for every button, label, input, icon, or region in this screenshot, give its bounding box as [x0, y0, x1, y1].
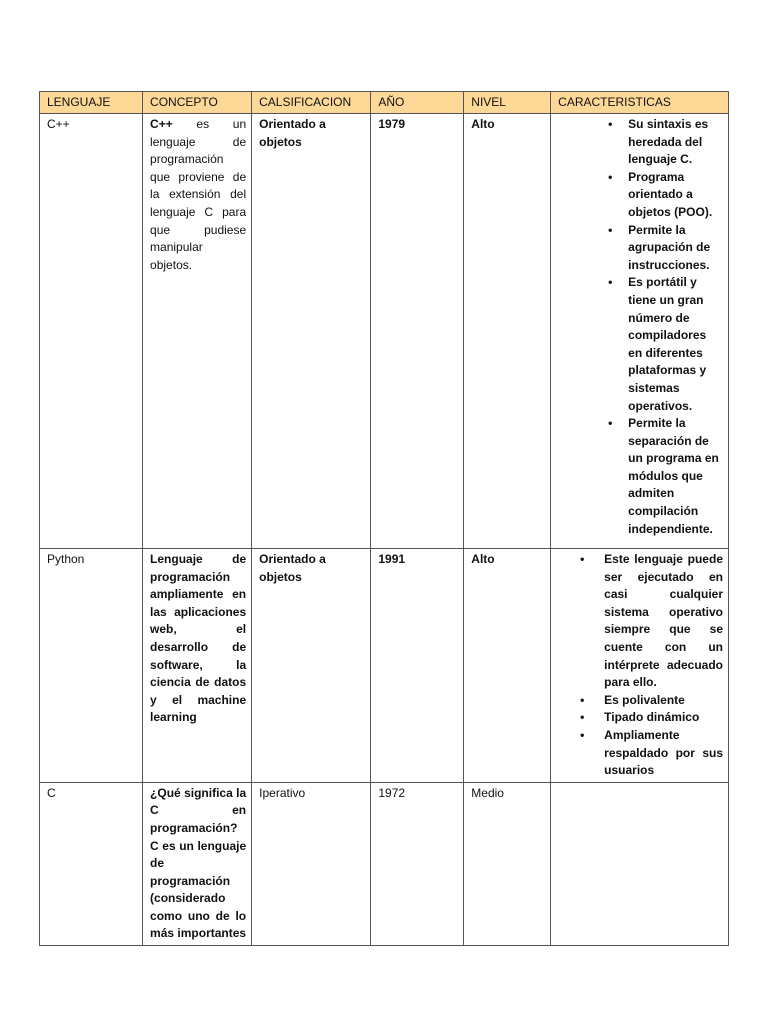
cell-nivel: Alto [464, 114, 551, 549]
cell-caracteristicas [551, 782, 729, 945]
concepto-text: es un lenguaje de programación que proviene de la extensión del lenguaje C para que pudiese manipular objetos. [150, 117, 247, 272]
cell-clasificacion: Iperativo [252, 782, 371, 945]
cell-nivel: Medio [464, 782, 551, 945]
header-anio: AÑO [371, 92, 464, 114]
header-nivel: NIVEL [464, 92, 551, 114]
cell-anio: 1979 [371, 114, 464, 549]
concepto-bold: C++ [150, 117, 173, 131]
list-item: • Su sintaxis es heredada del lenguaje C. [558, 116, 723, 169]
header-concepto: CONCEPTO [143, 92, 252, 114]
cell-concepto: ¿Qué significa la C en programación? C es un lenguaje de programación (considerado como uno de lo más importantes [143, 782, 252, 945]
header-caracteristicas: CARACTERISTICAS [551, 92, 729, 114]
cell-caracteristicas [551, 114, 729, 549]
list-item: • Es portátil y tiene un gran número de compiladores en diferentes plataformas y sistemas operativos. [558, 274, 723, 415]
header-lenguaje: LENGUAJE [40, 92, 143, 114]
cell-anio: 1972 [371, 782, 464, 945]
cell-concepto: Lenguaje de programación ampliamente en las aplicaciones web, el desarrollo de software, la ciencia de datos y el machine learning [143, 549, 252, 783]
list-item: • Es polivalente [558, 692, 723, 710]
list-item: • Permite la separación de un programa en módulos que admiten compilación independiente. [558, 415, 723, 538]
cell-lenguaje: C++ [40, 114, 143, 549]
list-item: • Permite la agrupación de instrucciones. [558, 222, 723, 275]
table-header-row [40, 92, 729, 114]
list-item: • Tipado dinámico [558, 709, 723, 727]
cell-caracteristicas [551, 549, 729, 783]
table-row [40, 114, 729, 549]
list-item: • Programa orientado a objetos (POO). [558, 169, 723, 222]
cell-lenguaje: C [40, 782, 143, 945]
table-row [40, 782, 729, 945]
cell-clasificacion: Orientado a objetos [252, 549, 371, 783]
languages-table [39, 91, 729, 946]
header-clasificacion: CALSIFICACION [252, 92, 371, 114]
table-row [40, 549, 729, 783]
list-item: • Este lenguaje puede ser ejecutado en casi cualquier sistema operativo siempre que se cuente con un intérprete adecuado para ello. [558, 551, 723, 692]
cell-clasificacion: Orientado a objetos [252, 114, 371, 549]
cell-anio: 1991 [371, 549, 464, 783]
list-item: • Ampliamente respaldado por sus usuarios [558, 727, 723, 780]
cell-concepto [143, 114, 252, 549]
caracteristicas-list [558, 116, 723, 538]
caracteristicas-list [558, 551, 723, 780]
cell-nivel: Alto [464, 549, 551, 783]
cell-lenguaje: Python [40, 549, 143, 783]
